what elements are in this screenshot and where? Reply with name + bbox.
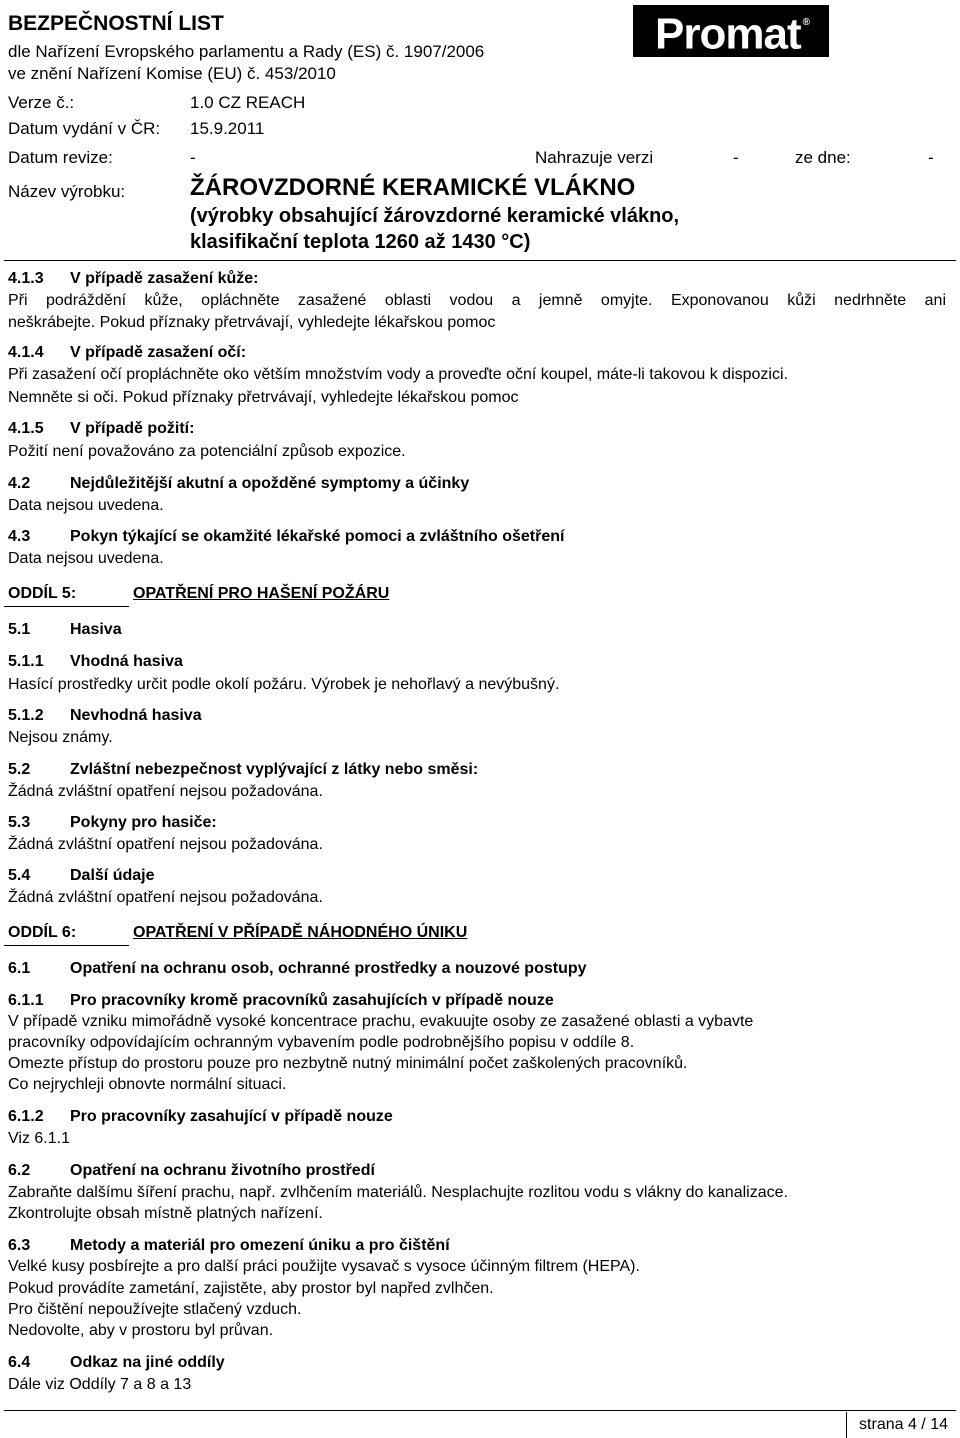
section-5-label: ODDÍL 5: xyxy=(8,585,77,602)
product-subtitle-1: (výrobky obsahující žárovzdorné keramické vlákno, xyxy=(190,205,680,227)
header-divider xyxy=(4,260,956,261)
heading-6-4: 6.4 Odkaz na jiné oddíly xyxy=(8,1354,225,1371)
heading-6-1-1: 6.1.1 Pro pracovníky kromě pracovníků zasahujících v případě nouze xyxy=(8,992,554,1009)
heading-4-1-5: 4.1.5 V případě požití: xyxy=(8,420,195,437)
text-5-3-line-1: Žádná zvláštní opatření nejsou požadována. xyxy=(8,836,323,853)
footer-divider xyxy=(4,1410,956,1411)
text-6-1-2-line-1: Viz 6.1.1 xyxy=(8,1130,70,1147)
text-4-2-line-1: Data nejsou uvedena. xyxy=(8,497,164,514)
document-title: BEZPEČNOSTNÍ LIST xyxy=(8,12,224,35)
heading-6-1-2: 6.1.2 Pro pracovníky zasahující v případě nouze xyxy=(8,1108,393,1125)
heading-5-1-2: 5.1.2 Nevhodná hasiva xyxy=(8,707,202,724)
page-number: strana 4 / 14 xyxy=(846,1412,952,1438)
promat-logo: Promat ® xyxy=(633,5,829,57)
from-date-value: - xyxy=(928,148,934,167)
text-6-3-line-2: Pokud provádíte zametání, zajistěte, aby prostor byl napřed zvlhčen. xyxy=(8,1280,494,1297)
section-5-title: OPATŘENÍ PRO HAŠENÍ POŽÁRU xyxy=(133,585,390,602)
replaces-label: Nahrazuje verzi xyxy=(535,148,654,167)
version-value: 1.0 CZ REACH xyxy=(190,93,306,112)
text-5-4-line-1: Žádná zvláštní opatření nejsou požadována. xyxy=(8,889,323,906)
heading-4-2: 4.2 Nejdůležitější akutní a opožděné symptomy a účinky xyxy=(8,475,470,492)
product-subtitle-2: klasifikační teplota 1260 až 1430 °C) xyxy=(190,231,531,253)
heading-4-3: 4.3 Pokyn týkající se okamžité lékařské pomoci a zvláštního ošetření xyxy=(8,528,565,545)
heading-5-3: 5.3 Pokyny pro hasiče: xyxy=(8,814,217,831)
issue-date-label: Datum vydání v ČR: xyxy=(8,119,161,138)
replaces-value: - xyxy=(733,148,739,167)
heading-6-2: 6.2 Opatření na ochranu životního prostředí xyxy=(8,1162,375,1179)
text-5-2-line-1: Žádná zvláštní opatření nejsou požadována. xyxy=(8,783,323,800)
heading-5-4: 5.4 Další údaje xyxy=(8,867,155,884)
text-6-1-1-line-4: Co nejrychleji obnovte normální situaci. xyxy=(8,1076,287,1093)
text-5-1-1-line-1: Hasící prostředky určit podle okolí požáru. Výrobek je nehořlavý a nevýbušný. xyxy=(8,676,560,693)
heading-4-1-3: 4.1.3 V případě zasažení kůže: xyxy=(8,270,259,287)
revision-value: - xyxy=(190,148,196,167)
text-4-1-4-line-1: Při zasažení očí propláchněte oko větším množstvím vody a proveďte oční koupel, máte-li takovou k dispozici. xyxy=(8,366,788,383)
issue-date-value: 15.9.2011 xyxy=(190,119,265,138)
text-4-1-3-line-1: Při podráždění kůže, opláchněte zasažené oblasti vodou a jemně omyjte. Exponovanou kůži nedrhněte ani xyxy=(8,292,946,309)
from-date-label: ze dne: xyxy=(795,148,851,167)
version-label: Verze č.: xyxy=(8,93,75,112)
heading-5-1-1: 5.1.1 Vhodná hasiva xyxy=(8,653,183,670)
text-4-3-line-1: Data nejsou uvedena. xyxy=(8,550,164,567)
text-6-3-line-3: Pro čištění nepoužívejte stlačený vzduch. xyxy=(8,1301,302,1318)
heading-6-3: 6.3 Metody a materiál pro omezení úniku a pro čištění xyxy=(8,1237,450,1254)
heading-5-1: 5.1 Hasiva xyxy=(8,621,122,638)
heading-4-1-4: 4.1.4 V případě zasažení očí: xyxy=(8,344,247,361)
text-6-3-line-1: Velké kusy posbírejte a pro další práci použijte vysavač s vysoce účinným filtrem (HEPA). xyxy=(8,1258,640,1275)
text-6-4-line-1: Dále viz Oddíly 7 a 8 a 13 xyxy=(8,1376,192,1393)
section-6-rule xyxy=(4,945,129,946)
heading-6-1: 6.1 Opatření na ochranu osob, ochranné prostředky a nouzové postupy xyxy=(8,960,587,977)
text-5-1-2-line-1: Nejsou známy. xyxy=(8,729,113,746)
text-4-1-5-line-1: Požití není považováno za potenciální způsob expozice. xyxy=(8,443,406,460)
text-6-1-1-line-2: pracovníky odpovídajícím ochranným vybavením podle podrobnějšího popisu v oddíle 8. xyxy=(8,1034,635,1051)
text-4-1-4-line-2: Nemněte si oči. Pokud příznaky přetrvávají, vyhledejte lékařskou pomoc xyxy=(8,389,519,406)
section-5-rule xyxy=(4,606,129,607)
text-6-3-line-4: Nedovolte, aby v prostoru byl průvan. xyxy=(8,1322,274,1339)
text-6-2-line-1: Zabraňte dalšímu šíření prachu, např. zvlhčením materiálů. Nesplachujte rozlitou vodu s vlákny do kanalizace. xyxy=(8,1184,788,1201)
heading-5-2: 5.2 Zvláštní nebezpečnost vyplývající z látky nebo směsi: xyxy=(8,761,479,778)
regulation-line-1: dle Nařízení Evropského parlamentu a Rady (ES) č. 1907/2006 xyxy=(8,42,485,61)
text-6-2-line-2: Zkontrolujte obsah místně platných nařízení. xyxy=(8,1205,323,1222)
section-6-title: OPATŘENÍ V PŘÍPADĚ NÁHODNÉHO ÚNIKU xyxy=(133,924,468,941)
text-6-1-1-line-3: Omezte přístup do prostoru pouze pro nezbytně nutný minimální počet zaškolených pracovníků. xyxy=(8,1055,688,1072)
product-label: Název výrobku: xyxy=(8,182,126,201)
product-name: ŽÁROVZDORNÉ KERAMICKÉ VLÁKNO xyxy=(190,174,636,201)
revision-label: Datum revize: xyxy=(8,148,113,167)
regulation-line-2: ve znění Nařízení Komise (EU) č. 453/2010 xyxy=(8,64,336,83)
text-4-1-3-line-2: neškrábejte. Pokud příznaky přetrvávají, vyhledejte lékařskou pomoc xyxy=(8,314,496,331)
section-6-label: ODDÍL 6: xyxy=(8,924,77,941)
text-6-1-1-line-1: V případě vzniku mimořádně vysoké koncentrace prachu, evakuujte osoby ze zasažené oblasti a vybavte xyxy=(8,1013,754,1030)
